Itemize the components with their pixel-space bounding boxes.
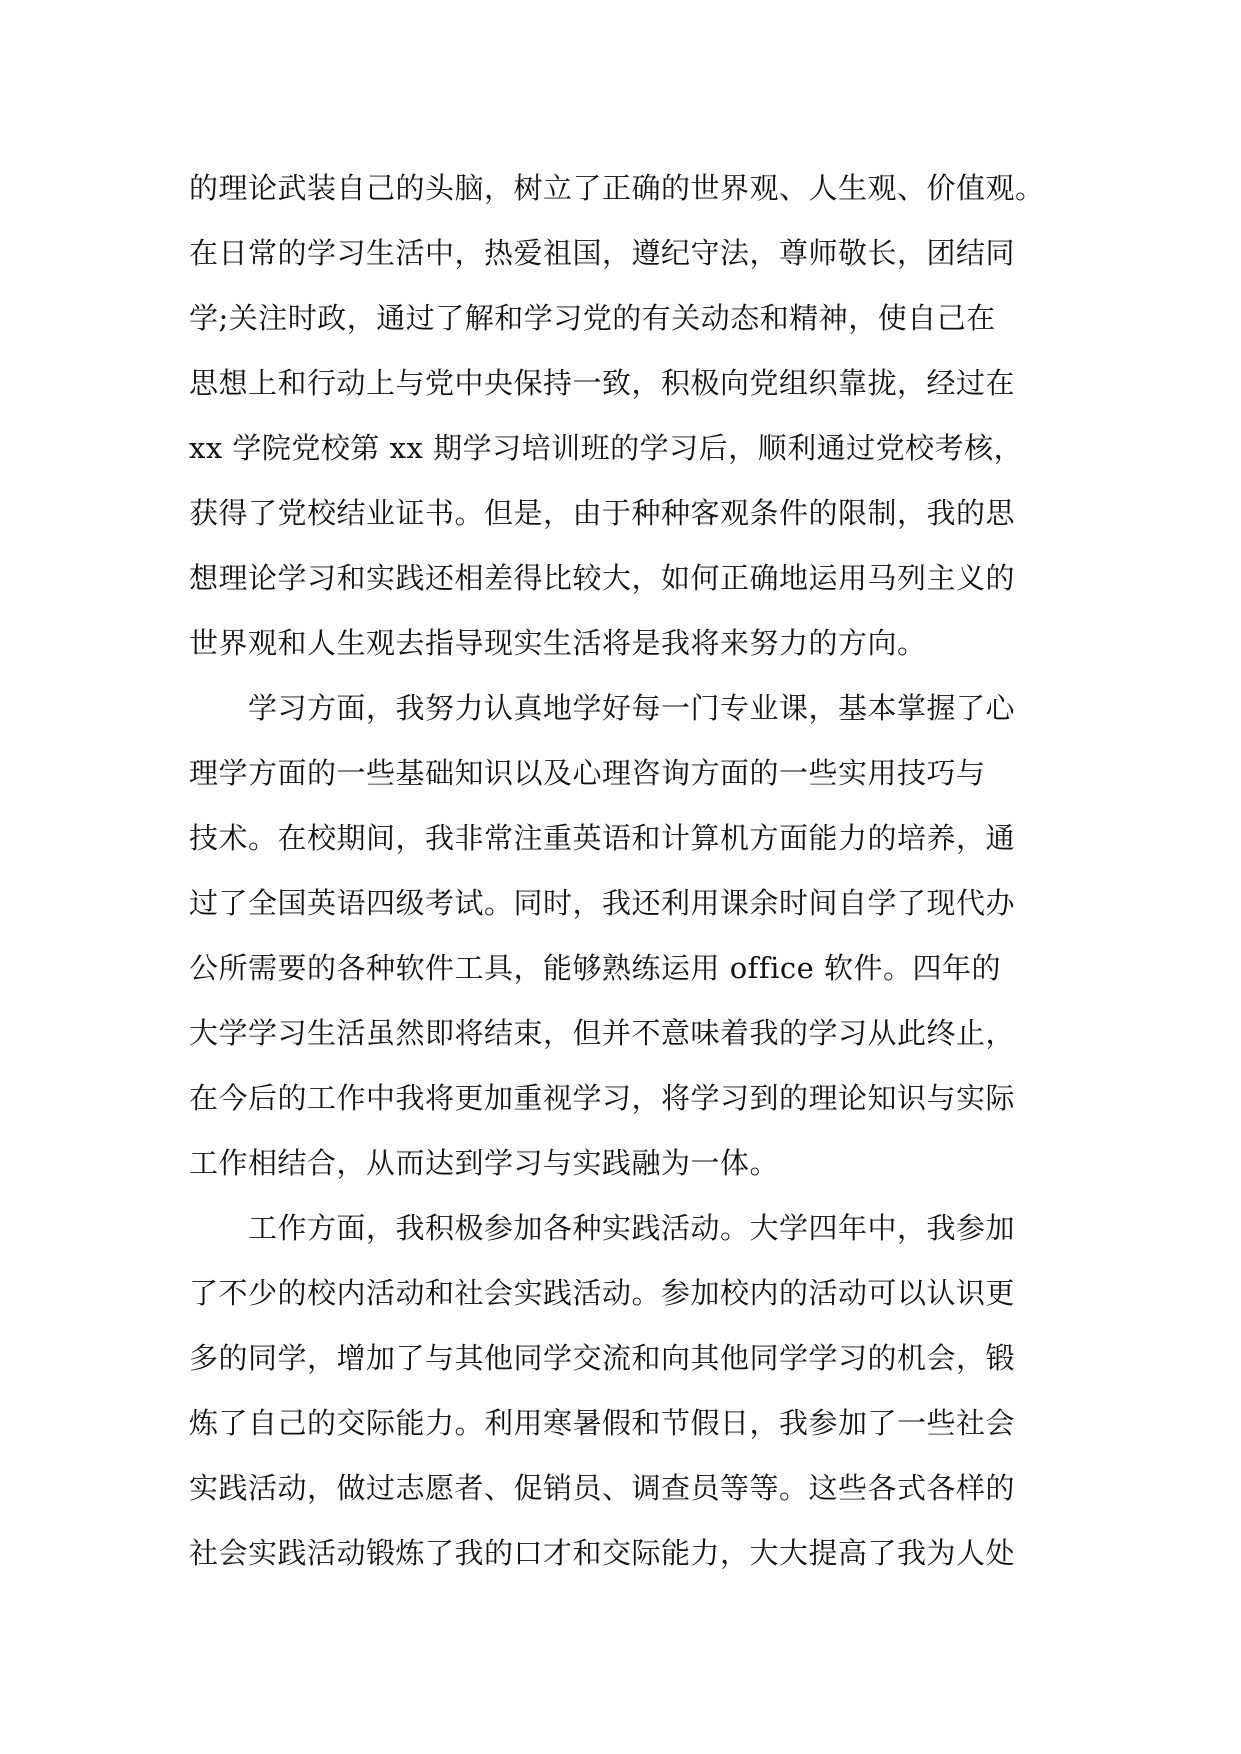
text-line: 获得了党校结业证书。但是，由于种种客观条件的限制，我的思 bbox=[189, 496, 1016, 530]
text-line: 多的同学，增加了与其他同学交流和向其他同学学习的机会，锻 bbox=[189, 1341, 1016, 1375]
text-line: 思想上和行动上与党中央保持一致，积极向党组织靠拢，经过在 bbox=[189, 366, 1016, 400]
text-line: 大学学习生活虽然即将结束，但并不意味着我的学习从此终止， bbox=[189, 1016, 1016, 1050]
text-line: 工作方面，我积极参加各种实践活动。大学四年中，我参加 bbox=[189, 1211, 1016, 1245]
text-line: 理学方面的一些基础知识以及心理咨询方面的一些实用技巧与 bbox=[189, 756, 986, 790]
text-line: 过了全国英语四级考试。同时，我还利用课余时间自学了现代办 bbox=[189, 886, 1016, 920]
text-line: 世界观和人生观去指导现实生活将是我将来努力的方向。 bbox=[189, 626, 927, 660]
text-line: 学习方面，我努力认真地学好每一门专业课，基本掌握了心 bbox=[189, 691, 1016, 725]
text-line: 工作相结合，从而达到学习与实践融为一体。 bbox=[189, 1146, 780, 1180]
text-line: 公所需要的各种软件工具，能够熟练运用 office 软件。四年的 bbox=[189, 951, 1002, 985]
text-line: 了不少的校内活动和社会实践活动。参加校内的活动可以认识更 bbox=[189, 1276, 1016, 1310]
text-line: 的理论武装自己的头脑，树立了正确的世界观、人生观、价值观。 bbox=[189, 171, 1045, 205]
text-line: 在日常的学习生活中，热爱祖国，遵纪守法，尊师敬长，团结同 bbox=[189, 236, 1016, 270]
text-line: xx 学院党校第 xx 期学习培训班的学习后，顺利通过党校考核， bbox=[189, 431, 1024, 465]
text-line: 实践活动，做过志愿者、促销员、调查员等等。这些各式各样的 bbox=[189, 1471, 1016, 1505]
text-line: 学;关注时政，通过了解和学习党的有关动态和精神，使自己在 bbox=[189, 301, 996, 335]
text-line: 想理论学习和实践还相差得比较大，如何正确地运用马列主义的 bbox=[189, 561, 1016, 595]
text-line: 社会实践活动锻炼了我的口才和交际能力，大大提高了我为人处 bbox=[189, 1536, 1016, 1570]
body-text bbox=[189, 156, 1089, 1586]
text-line: 在今后的工作中我将更加重视学习，将学习到的理论知识与实际 bbox=[189, 1081, 1016, 1115]
text-line: 炼了自己的交际能力。利用寒暑假和节假日，我参加了一些社会 bbox=[189, 1406, 1016, 1440]
text-line: 技术。在校期间，我非常注重英语和计算机方面能力的培养，通 bbox=[189, 821, 1016, 855]
